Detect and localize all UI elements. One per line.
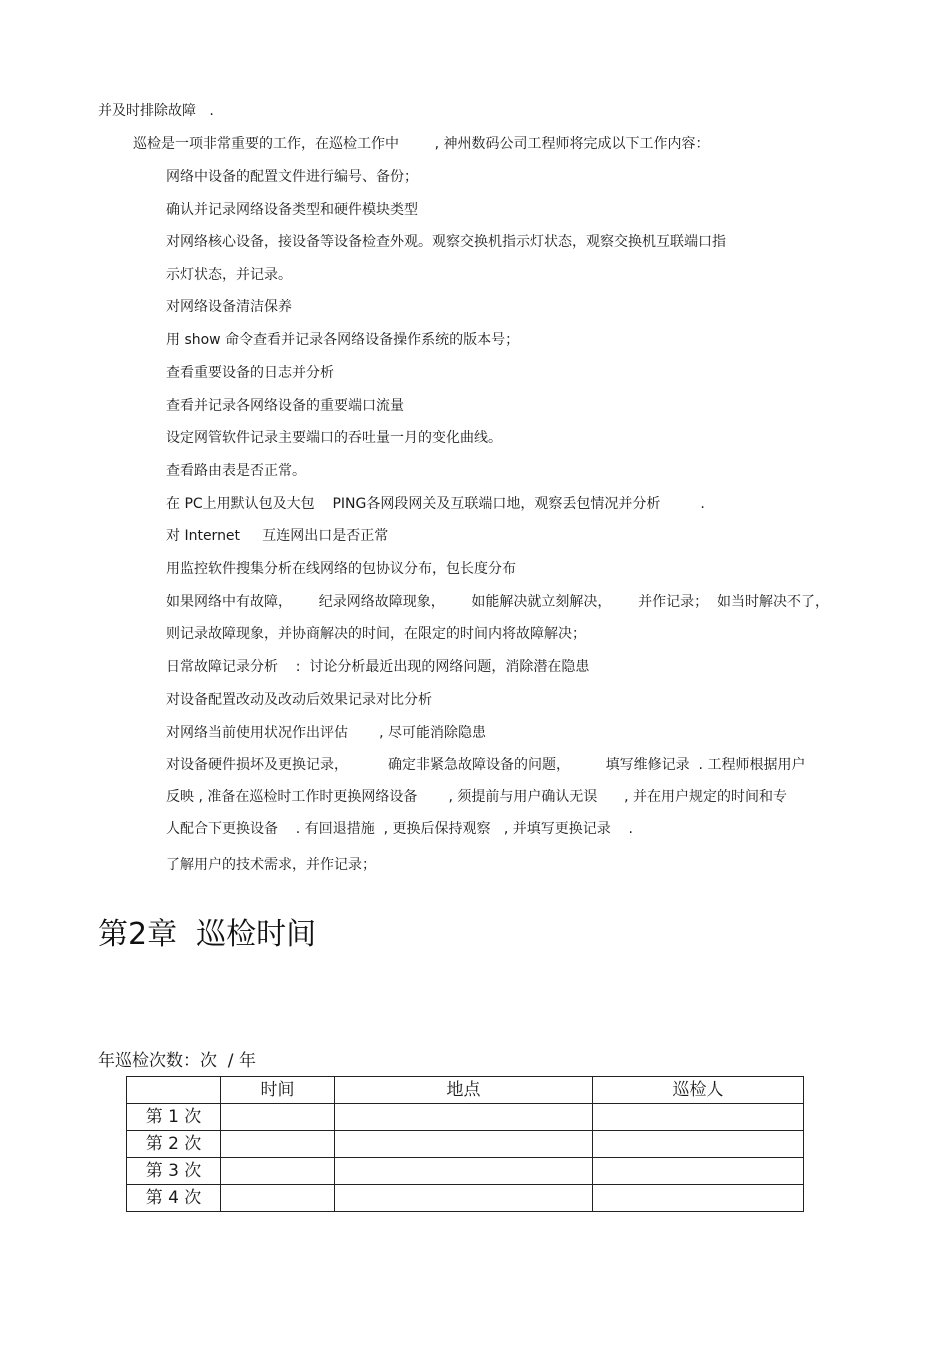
time-cell[interactable] xyxy=(221,1104,335,1131)
list-item: 如果网络中有故障， 纪录网络故障现象， 如能解决就立刻解决， 并作记录； 如当时解决不了， xyxy=(166,594,830,610)
inspector-cell[interactable] xyxy=(593,1185,804,1212)
table-caption: 年巡检次数：次 / 年 xyxy=(98,1051,256,1071)
location-cell[interactable] xyxy=(335,1158,593,1185)
list-item: 反映 , 准备在巡检时工作时更换网络设备 , 须提前与用户确认无误 , 并在用户规定的时间和专 xyxy=(166,789,788,805)
table-row xyxy=(127,1158,804,1185)
table-header-row xyxy=(127,1077,804,1104)
row-label: 第 4 次 xyxy=(127,1185,221,1212)
inspection-schedule-table xyxy=(126,1076,804,1212)
location-cell[interactable] xyxy=(335,1185,593,1212)
list-item: 对 Internet 互连网出口是否正常 xyxy=(166,528,389,544)
table-header-time: 时间 xyxy=(221,1077,335,1104)
list-item: 确认并记录网络设备类型和硬件模块类型 xyxy=(166,202,418,218)
list-item: 用监控软件搜集分析在线网络的包协议分布，包长度分布 xyxy=(166,561,516,577)
list-item: 对设备硬件损坏及更换记录， 确定非紧急故障设备的问题， 填写维修记录 . 工程师根据用户 xyxy=(166,757,806,773)
table-header-inspector: 巡检人 xyxy=(593,1077,804,1104)
list-item: 查看并记录各网络设备的重要端口流量 xyxy=(166,398,404,414)
list-item: 人配合下更换设备 . 有回退措施 , 更换后保持观察 , 并填写更换记录 . xyxy=(166,821,634,837)
list-item: 查看路由表是否正常。 xyxy=(166,463,306,479)
time-cell[interactable] xyxy=(221,1131,335,1158)
list-item: 示灯状态，并记录。 xyxy=(166,267,292,283)
list-item: 设定网管软件记录主要端口的吞吐量一月的变化曲线。 xyxy=(166,430,502,446)
table-row xyxy=(127,1131,804,1158)
chapter-heading: 第2章 巡检时间 xyxy=(98,917,317,952)
table-header-cell xyxy=(127,1077,221,1104)
inspector-cell[interactable] xyxy=(593,1104,804,1131)
body-line: 巡检是一项非常重要的工作，在巡检工作中 , 神州数码公司工程师将完成以下工作内容： xyxy=(133,136,710,152)
time-cell[interactable] xyxy=(221,1185,335,1212)
row-label: 第 3 次 xyxy=(127,1158,221,1185)
list-item: 用 show 命令查看并记录各网络设备操作系统的版本号； xyxy=(166,332,520,348)
list-item: 对网络当前使用状况作出评估 , 尽可能消除隐患 xyxy=(166,725,487,741)
location-cell[interactable] xyxy=(335,1131,593,1158)
body-line: 并及时排除故障 . xyxy=(98,103,214,119)
time-cell[interactable] xyxy=(221,1158,335,1185)
inspector-cell[interactable] xyxy=(593,1158,804,1185)
list-item: 对网络核心设备，接设备等设备检查外观。观察交换机指示灯状态，观察交换机互联端口指 xyxy=(166,234,726,250)
row-label: 第 2 次 xyxy=(127,1131,221,1158)
table-header-location: 地点 xyxy=(335,1077,593,1104)
list-item: 在 PC上用默认包及大包 PING各网段网关及互联端口地，观察丢包情况并分析 . xyxy=(166,496,705,512)
list-item: 网络中设备的配置文件进行编号、备份； xyxy=(166,169,418,185)
row-label: 第 1 次 xyxy=(127,1104,221,1131)
location-cell[interactable] xyxy=(335,1104,593,1131)
list-item: 对设备配置改动及改动后效果记录对比分析 xyxy=(166,692,432,708)
list-item: 查看重要设备的日志并分析 xyxy=(166,365,334,381)
inspector-cell[interactable] xyxy=(593,1131,804,1158)
list-item: 则记录故障现象，并协商解决的时间，在限定的时间内将故障解决； xyxy=(166,626,586,642)
table-row xyxy=(127,1104,804,1131)
list-item: 了解用户的技术需求，并作记录； xyxy=(166,857,376,873)
table-row xyxy=(127,1185,804,1212)
list-item: 对网络设备清洁保养 xyxy=(166,299,292,315)
list-item: 日常故障记录分析 : 讨论分析最近出现的网络问题，消除潜在隐患 xyxy=(166,659,590,675)
